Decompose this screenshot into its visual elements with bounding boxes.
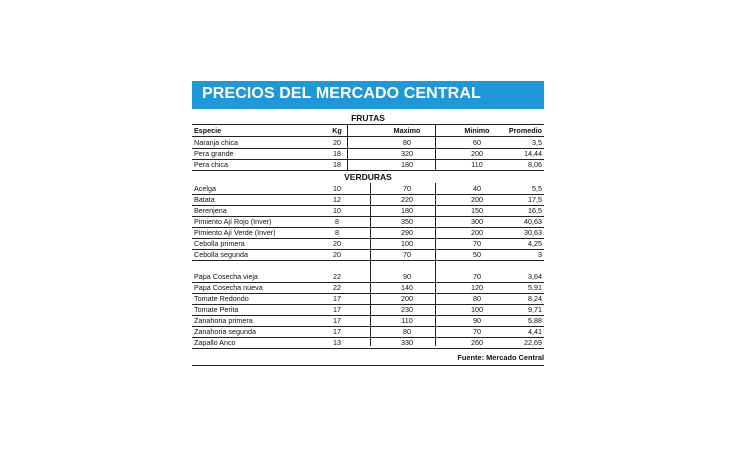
cell-promedio: 5,88 <box>528 316 542 325</box>
table-row <box>192 159 544 171</box>
cell-especie: Zanahoria primera <box>194 316 253 325</box>
cell-kg: 8 <box>335 217 339 226</box>
cell-kg: 10 <box>333 184 341 193</box>
cell-kg: 10 <box>333 206 341 215</box>
cell-promedio: 8,24 <box>528 294 542 303</box>
cell-promedio: 22,69 <box>524 338 542 347</box>
cell-maximo: 90 <box>403 272 411 281</box>
cell-kg: 22 <box>333 283 341 292</box>
cell-minimo: 120 <box>471 283 483 292</box>
cell-maximo: 110 <box>401 316 413 325</box>
cell-kg: 17 <box>333 316 341 325</box>
cell-minimo: 70 <box>473 239 481 248</box>
cell-minimo: 80 <box>473 294 481 303</box>
rule-bottom <box>192 365 544 366</box>
cell-minimo: 200 <box>471 195 483 204</box>
cell-promedio: 17,5 <box>528 195 542 204</box>
cell-especie: Cebolla primera <box>194 239 245 248</box>
cell-especie: Cebolla segunda <box>194 250 248 259</box>
cell-minimo: 300 <box>471 217 483 226</box>
cell-kg: 20 <box>333 239 341 248</box>
col-promedio: Promedio <box>508 126 542 135</box>
cell-promedio: 3,5 <box>532 138 542 147</box>
cell-minimo: 60 <box>473 138 481 147</box>
section-title-frutas: FRUTAS <box>351 113 385 123</box>
cell-minimo: 70 <box>473 327 481 336</box>
cell-maximo: 230 <box>401 305 413 314</box>
cell-minimo: 200 <box>471 149 483 158</box>
cell-maximo: 290 <box>401 228 413 237</box>
divider <box>435 183 436 346</box>
cell-maximo: 350 <box>401 217 413 226</box>
cell-minimo: 200 <box>471 228 483 237</box>
page-title: PRECIOS DEL MERCADO CENTRAL <box>202 85 481 102</box>
cell-especie: Tomate Perita <box>194 305 239 314</box>
cell-maximo: 180 <box>401 160 413 169</box>
cell-kg: 18 <box>333 149 341 158</box>
cell-maximo: 70 <box>403 184 411 193</box>
cell-kg: 17 <box>333 327 341 336</box>
divider <box>347 125 348 171</box>
cell-maximo: 140 <box>401 283 413 292</box>
cell-especie: Naranja chica <box>194 138 238 147</box>
cell-promedio: 30,63 <box>524 228 542 237</box>
cell-promedio: 3,64 <box>528 272 542 281</box>
cell-kg: 13 <box>333 338 341 347</box>
cell-kg: 12 <box>333 195 341 204</box>
cell-maximo: 330 <box>401 338 413 347</box>
title-banner <box>192 81 544 109</box>
cell-minimo: 150 <box>471 206 483 215</box>
cell-kg: 20 <box>333 138 341 147</box>
cell-maximo: 100 <box>401 239 413 248</box>
section-title-verduras: VERDURAS <box>344 172 392 182</box>
cell-especie: Zapallo Anco <box>194 338 236 347</box>
cell-maximo: 80 <box>403 327 411 336</box>
cell-minimo: 90 <box>473 316 481 325</box>
table-header <box>192 125 544 137</box>
cell-promedio: 4,41 <box>528 327 542 336</box>
cell-especie: Papa Cosecha nueva <box>194 283 263 292</box>
cell-especie: Zanahoria segunda <box>194 327 256 336</box>
cell-kg: 20 <box>333 250 341 259</box>
source-note: Fuente: Mercado Central <box>457 353 544 362</box>
cell-maximo: 320 <box>401 149 413 158</box>
cell-especie: Pimiento Ají Rojo (Inver) <box>194 217 272 226</box>
cell-promedio: 8,06 <box>528 160 542 169</box>
cell-especie: Papa Cosecha vieja <box>194 272 258 281</box>
cell-kg: 17 <box>333 294 341 303</box>
cell-kg: 18 <box>333 160 341 169</box>
table-row <box>192 337 544 349</box>
cell-especie: Pimiento Ají Verde (Inver) <box>194 228 276 237</box>
cell-promedio: 4,25 <box>528 239 542 248</box>
cell-especie: Pera grande <box>194 149 234 158</box>
cell-promedio: 14,44 <box>524 149 542 158</box>
col-kg: Kg <box>332 126 342 135</box>
cell-maximo: 200 <box>401 294 413 303</box>
divider <box>435 125 436 171</box>
cell-especie: Acelga <box>194 184 216 193</box>
cell-minimo: 260 <box>471 338 483 347</box>
cell-maximo: 80 <box>403 138 411 147</box>
col-maximo: Maximo <box>393 126 421 135</box>
cell-minimo: 70 <box>473 272 481 281</box>
cell-kg: 8 <box>335 228 339 237</box>
cell-promedio: 40,63 <box>524 217 542 226</box>
cell-especie: Batata <box>194 195 215 204</box>
cell-minimo: 110 <box>471 160 483 169</box>
cell-promedio: 5,5 <box>532 184 542 193</box>
table-row <box>192 249 544 261</box>
cell-maximo: 220 <box>401 195 413 204</box>
col-minimo: Minimo <box>464 126 490 135</box>
cell-promedio: 16,5 <box>528 206 542 215</box>
cell-especie: Tomate Redondo <box>194 294 249 303</box>
cell-minimo: 100 <box>471 305 483 314</box>
cell-promedio: 9,71 <box>528 305 542 314</box>
cell-kg: 17 <box>333 305 341 314</box>
cell-especie: Pera chica <box>194 160 228 169</box>
cell-minimo: 50 <box>473 250 481 259</box>
cell-especie: Berenjena <box>194 206 227 215</box>
cell-promedio: 3 <box>538 250 542 259</box>
cell-maximo: 70 <box>403 250 411 259</box>
cell-minimo: 40 <box>473 184 481 193</box>
col-especie: Especie <box>194 126 222 135</box>
divider <box>370 183 371 346</box>
cell-kg: 22 <box>333 272 341 281</box>
cell-promedio: 5,91 <box>528 283 542 292</box>
cell-maximo: 180 <box>401 206 413 215</box>
